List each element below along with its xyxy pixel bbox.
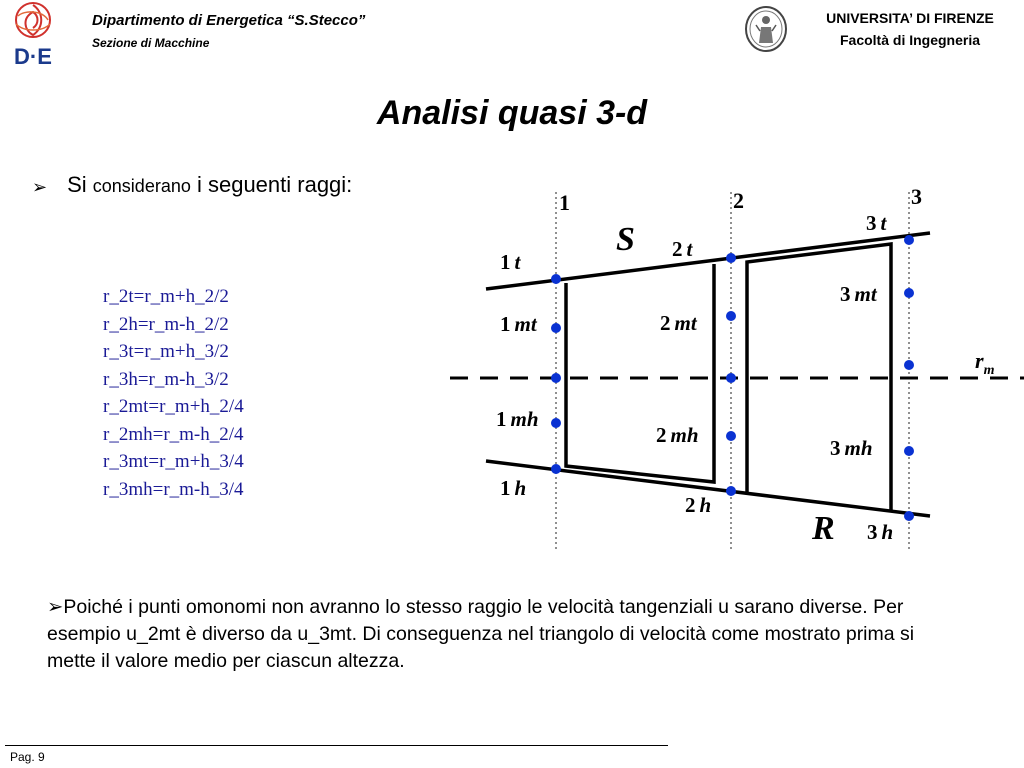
formula-line: r_3mh=r_m-h_3/4 [103,478,244,500]
radius-formula-list [103,283,244,503]
faculty-name: Facoltà di Ingegneria [839,32,981,48]
station-label-1: 1 [559,190,570,215]
point-label-2t: 2 t [672,237,693,261]
point-label-3mh: 3 mh [830,436,873,460]
stator-label: S [616,221,635,258]
formula-line: r_2h=r_m-h_2/2 [103,313,229,335]
point-label-2h: 2 h [685,493,712,517]
point-label-3t: 3 t [866,211,887,235]
department-name: Dipartimento di Energetica “S.Stecco” [92,12,366,29]
point-label-1mh: 1 mh [496,407,539,431]
formula-line: r_3t=r_m+h_3/2 [103,341,229,362]
bullet-text-part1: Si [67,172,93,197]
logo-text: D·E [14,44,52,69]
stator-blade-outline [566,264,714,482]
station-label-3: 3 [911,184,922,209]
bullet-arrow-icon: ➢ [32,177,48,198]
rotor-label: R [812,510,835,547]
point-label-1mt: 1 mt [500,312,537,336]
point-label-1h: 1 h [500,476,527,500]
point-label-3mt: 3 mt [840,282,877,306]
footer-divider [5,745,668,746]
swirl-icon [16,3,50,37]
point-label-2mh: 2 mh [656,423,699,447]
page-number: Pag. 9 [10,750,45,764]
bullet-text-part2: considerano [92,176,191,196]
station-label-2: 2 [733,188,744,213]
formula-line: r_3h=r_m-h_3/2 [103,368,229,390]
formula-line: r_2mt=r_m+h_2/4 [103,396,244,417]
formula-line: r_2mh=r_m-h_2/4 [103,423,244,445]
point-label-3h: 3 h [867,520,894,544]
point-label-1t: 1 t [500,250,521,274]
bullet-item [32,172,352,198]
point-label-2mt: 2 mt [660,311,697,335]
department-logo [0,0,66,70]
university-name: UNIVERSITA’ DI FIRENZE [826,10,994,26]
university-seal-icon [744,5,788,53]
mean-radius-label: $r_m$ [975,348,995,378]
explanation-paragraph: ➢Poiché i punti omonomi non avranno lo stesso raggio le velocità tangenziali u sarano diverse. Per esempio u_2mt è diverso da u_3mt. Di conseguenza nel triangolo di velocità come mostrato prima si mette il valore medio per ciascun altezza. [47,596,915,672]
formula-line: r_3mt=r_m+h_3/4 [103,451,244,472]
stage-geometry-diagram [430,180,1024,550]
slide-title: Analisi quasi 3-d [376,94,648,132]
department-section: Sezione di Macchine [92,36,210,50]
bullet-text-part3: i seguenti raggi: [190,172,353,197]
formula-line: r_2t=r_m+h_2/2 [103,286,229,307]
